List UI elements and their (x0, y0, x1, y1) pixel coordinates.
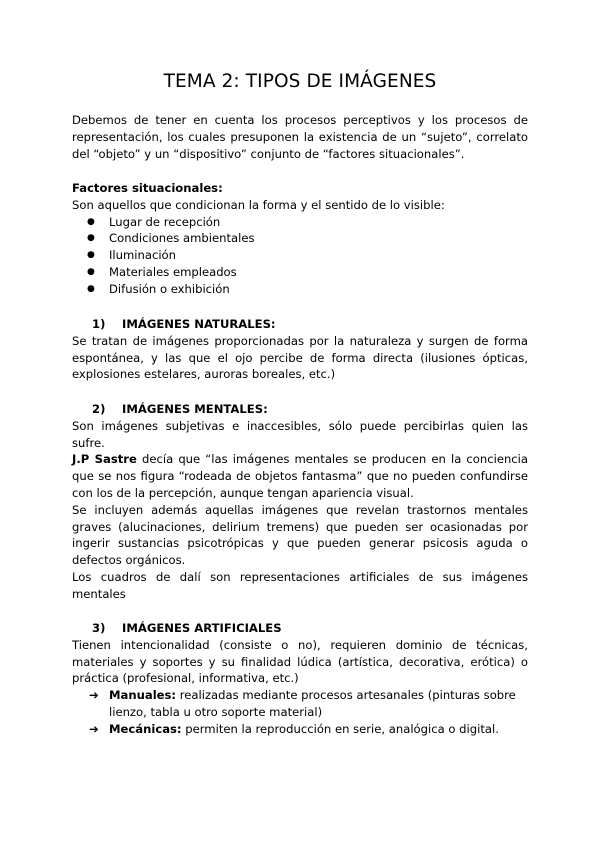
list-item: ● Difusión o exhibición (72, 281, 528, 298)
naturales-heading (72, 316, 528, 333)
naturales-section (72, 316, 528, 383)
list-item (72, 721, 528, 738)
item-text: permiten la reproducción en serie, analógica o digital. (181, 721, 499, 736)
mentales-paragraph-2 (72, 451, 528, 501)
artificiales-list (72, 687, 528, 737)
factores-section (72, 180, 528, 298)
artificiales-paragraph: Tienen intencionalidad (consiste o no), requieren dominio de técnicas, materiales y soportes y su finalidad lúdica (artística, decorativa, erótica) o práctica (profesional, informativa, etc.) (72, 637, 528, 686)
item-label: Mecánicas: (109, 721, 182, 736)
section-title: IMÁGENES NATURALES: (122, 317, 276, 331)
factores-heading: Factores situacionales: (72, 181, 223, 195)
mentales-paragraph-4: Los cuadros de dalí son representaciones artificiales de sus imágenes mentales (72, 569, 528, 601)
mentales-paragraph-1: Son imágenes subjetivas e inaccesibles, sólo puede percibirlas quien las sufre. (72, 418, 528, 450)
item-text: realizadas mediante procesos artesanales (pinturas sobre lienzo, tabla u otro soporte material) (109, 688, 516, 719)
intro-paragraph: Debemos de tener en cuenta los procesos perceptivos y los procesos de representación, los cuales presuponen la existencia de un “sujeto”, correlato del “objeto” y un “dispositivo” conjunto de “factores situacionales”. (72, 113, 528, 161)
intro-section (72, 112, 528, 162)
list-item: ● Materiales empleados (72, 264, 528, 281)
quote-text: decía que “las imágenes mentales se producen en la conciencia que se nos figura “rodeada de objetos fantasma” que no pueden confundirse con los de la percepción, aunque tengan apariencia visual. (72, 452, 529, 500)
section-number: 2) (92, 402, 106, 416)
mentales-section (72, 401, 528, 603)
naturales-paragraph: Se tratan de imágenes proporcionadas por la naturaleza y surgen de forma espontánea, y las que el ojo percibe de forma directa (ilusiones ópticas, explosiones estelares, auroras boreales, etc.) (72, 333, 528, 382)
arrow-right-icon: ➔ (89, 721, 99, 736)
list-item (72, 687, 528, 721)
item-label: Manuales: (109, 688, 177, 703)
page-title: TEMA 2: TIPOS DE IMÁGENES (163, 71, 437, 92)
section-number: 3) (92, 621, 106, 635)
list-item: ● Lugar de recepción (72, 214, 528, 231)
list-item: ● Condiciones ambientales (72, 230, 528, 247)
artificiales-section (72, 620, 528, 738)
list-item: ● Iluminación (72, 247, 528, 264)
section-title: IMÁGENES ARTIFICIALES (122, 621, 282, 635)
factores-list (72, 214, 528, 298)
artificiales-heading (72, 620, 528, 637)
arrow-right-icon: ➔ (89, 688, 99, 703)
section-number: 1) (92, 317, 106, 331)
factores-lead: Son aquellos que condicionan la forma y el sentido de lo visible: (72, 197, 445, 212)
mentales-heading (72, 401, 528, 418)
author-name: J.P Sastre (72, 452, 137, 467)
mentales-paragraph-3: Se incluyen además aquellas imágenes que revelan trastornos mentales graves (alucinaciones, delirium tremens) que pueden ser ocasionadas por ingerir sustancias psicotrópicas y que pueden generar psicosis aguda o defectos orgánicos. (72, 502, 528, 568)
section-title: IMÁGENES MENTALES: (122, 402, 268, 416)
